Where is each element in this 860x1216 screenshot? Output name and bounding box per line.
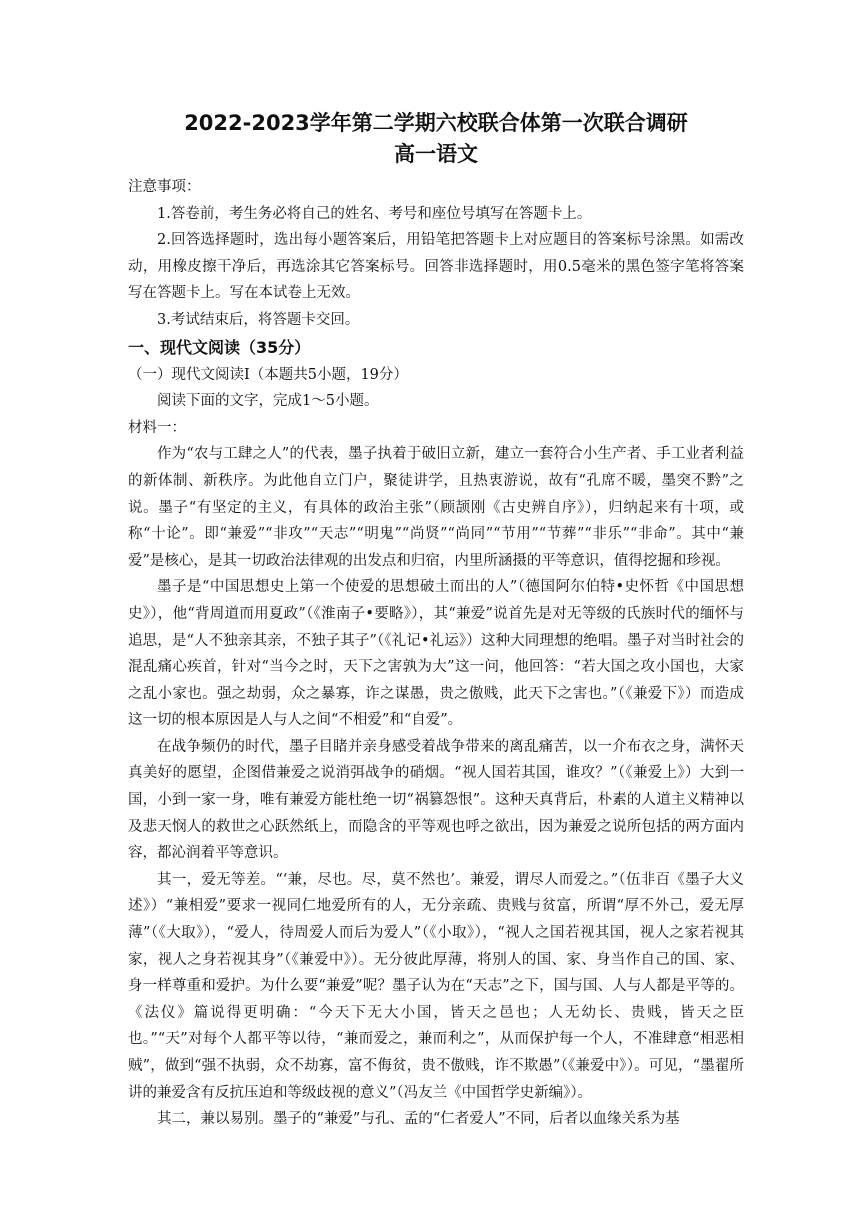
notice-item-1: 1.答卷前，考生务必将自己的姓名、考号和座位号填写在答题卡上。	[157, 205, 592, 222]
passage-paragraph-4: 其一，爱无等差。“‘兼，尽也。尽，莫不然也’。兼爱，谓尽人而爱之。”（伍非百《墨子大义述》）“兼相爱”要求一视同仁地爱所有的人，无分亲疏、贵贱与贫富，所谓“厚不外己，爱无厚薄”（《大取》），“爱人，待周爱人而后为爱人”（《小取》），“视人之国若视其国，视人之家若视其家，视人之身若视其身”（《兼爱中》）。无分彼此厚薄，将别人的国、家、身当作自己的国、家、身一样尊重和爱护。为什么要“兼爱”呢？墨子认为在“天志”之下，国与国、人与人都是平等的。《法仪》篇说得更明确：“今天下无大小国，皆天之邑也；人无幼长、贵贱，皆天之臣也。”“天”对每个人都平等以待，“兼而爱之，兼而利之”，从而保护每一个人，不准肆意“相恶相贼”，做到“强不执弱，众不劫寡，富不侮贫，贵不傲贱，诈不欺愚”（《兼爱中》）。可见，“墨翟所讲的兼爱含有反抗压迫和等级歧视的意义”（冯友兰《中国哲学史新编》）。	[128, 871, 744, 1101]
exam-title: 2022-2023学年第二学期六校联合体第一次联合调研	[184, 111, 688, 135]
reading-passage	[128, 441, 744, 1132]
section-heading: 一、现代文阅读（35分）	[128, 337, 311, 357]
subsection-heading: （一）现代文阅读Ⅰ（本题共5小题，19分）	[128, 366, 408, 383]
passage-paragraph-3: 在战争频仍的时代，墨子目睹并亲身感受着战争带来的离乱痛苦，以一介布衣之身，满怀天真美好的愿望，企图借兼爱之说消弭战争的硝烟。“视人国若其国，谁攻？”（《兼爱上》）大到一国，小到一家一身，唯有兼爱方能杜绝一切“祸篡怨恨”。这种天真背后，朴素的人道主义精神以及悲天悯人的救世之心跃然纸上，而隐含的平等观也呼之欲出，因为兼爱之说所包括的两方面内容，都沁润着平等意识。	[128, 738, 744, 862]
exam-subject: 高一语文	[394, 142, 478, 166]
notice-item-2: 2.回答选择题时，选出每小题答案后，用铅笔把答题卡上对应题目的答案标号涂黑。如需改动，用橡皮擦干净后，再选涂其它答案标号。回答非选择题时，用0.5毫米的黑色签字笔将答案写在答题卡上。写在本试卷上无效。	[128, 232, 744, 302]
passage-paragraph-2: 墨子是“中国思想史上第一个使爱的思想破土而出的人”（德国阿尔伯特•史怀哲《中国思想史》），他“背周道而用夏政”（《淮南子•要略》），其“兼爱”说首先是对无等级的氏族时代的缅怀与追思，是“人不独亲其亲，不独子其子”（《礼记•礼运》）这种大同理想的绝唱。墨子对当时社会的混乱痛心疾首，针对“当今之时，天下之害孰为大”这一问，他回答：“若大国之攻小国也，大家之乱小家也。强之劫弱，众之暴寡，诈之谋愚，贵之傲贱，此天下之害也。”（《兼爱下》）而造成这一切的根本原因是人与人之间“不相爱”和“自爱”。	[128, 579, 744, 729]
reading-instruction: 阅读下面的文字，完成1～5小题。	[157, 393, 379, 410]
notice-label: 注意事项：	[128, 179, 201, 195]
passage-paragraph-1: 作为“农与工肆之人”的代表，墨子执着于破旧立新，建立一套符合小生产者、手工业者利益的新体制、新秩序。为此他自立门户，聚徒讲学，且热衷游说，故有“孔席不暖，墨突不黔”之说。墨子“有坚定的主义，有具体的政治主张”（顾颉刚《古史辨自序》），归纳起来有十项，或称“十论”。即“兼爱”“非攻”“天志”“明鬼”“尚贤”“尚同”“节用”“节葬”“非乐”“非命”。其中“兼爱”是核心，是其一切政治法律观的出发点和归宿，内里所涵摄的平等意识，值得挖掘和珍视。	[128, 446, 744, 569]
material-label: 材料一：	[128, 419, 186, 436]
notice-item-3: 3.考试结束后，将答题卡交回。	[157, 311, 360, 328]
passage-paragraph-5: 其二，兼以易别。墨子的“兼爱”与孔、孟的“仁者爱人”不同，后者以血缘关系为基	[157, 1111, 680, 1128]
notice-block	[128, 174, 744, 334]
